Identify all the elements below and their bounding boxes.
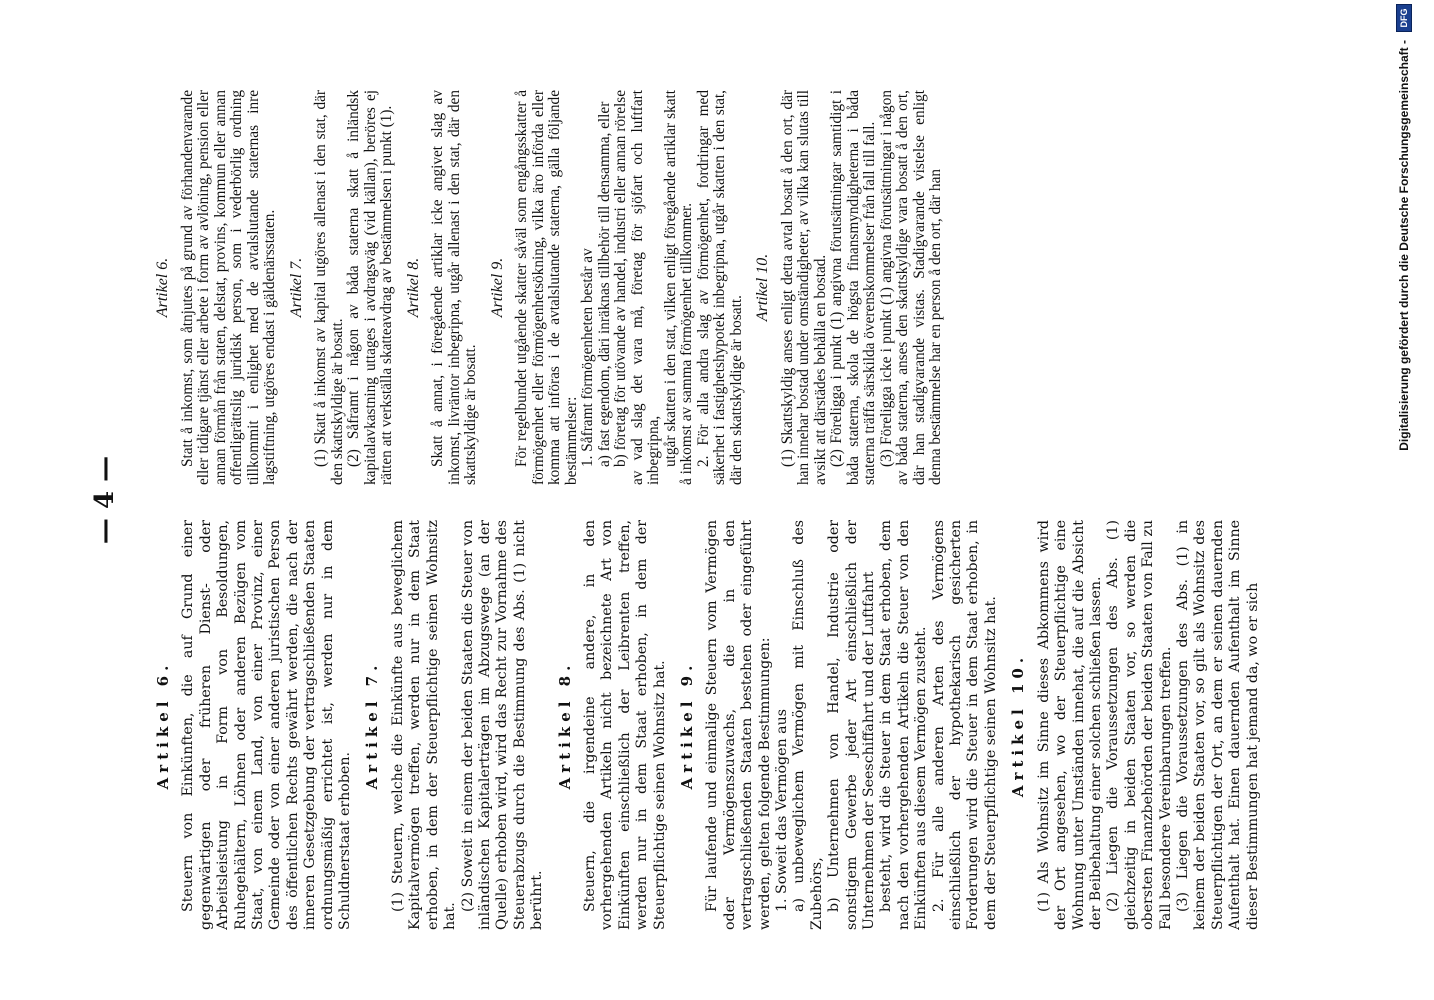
article-paragraph: (3) Föreligga icke i punkt (1) angivna förutsättningar i någon av båda staterna, anses den skattskyldige vara bosatt å den ort, där han stadigvarande vistas. Stadigvarande vistelse enligt denna bestämmelse har en person å den ort, där han — [877, 90, 944, 485]
article-paragraph: Steuern, die irgendeine andere, in den vorhergehenden Artikeln nicht bezeichnete Art von Einkünften einschließlich der Leibrenten treffen, werden nur in dem Staat erhoben, in dem der Steuerpflichtige seinen Wohnsitz hat. — [581, 520, 668, 930]
article-title: Artikel 7. — [287, 257, 305, 318]
german-article-2 — [557, 520, 669, 930]
article-paragraph: Skatt å annat, i föregående artiklar icke angivet slag av inkomst, livräntor inbegripna, utgår allenast i den stat, där den skattskyldige är bosatt. — [429, 90, 479, 485]
swedish-article-4 — [755, 90, 945, 485]
swedish-article-0 — [155, 90, 279, 485]
article-title: Artikel 9. — [677, 660, 696, 790]
article-title: Artikel 6. — [154, 660, 172, 790]
swedish-column — [145, 90, 1305, 485]
article-title: Artikel 8. — [555, 660, 574, 790]
article-paragraph: a) fast egendom, däri inräknas tillbehör till densamma, eller — [595, 101, 613, 467]
swedish-article-1 — [289, 90, 396, 485]
article-paragraph: (1) Steuern, welche die Einkünfte aus beweglichem Kapitalvermögen treffen, werden nur in dem Staat erhoben, in dem der Steuerpflichtige seinen Wohnsitz hat. — [389, 520, 459, 930]
article-paragraph: (2) Såframt i någon av båda staterna skatt å inländsk kapitalavkastning uttages i avdragsväg (vid källan), beröres ej rätten att verkställa skatteavdrag av bestämmelsen i punkt (1). — [345, 90, 395, 485]
article-title: Artikel 9. — [488, 257, 506, 318]
german-article-1 — [364, 520, 546, 930]
article-paragraph: besteht, wird die Steuer in dem Staat erhoben, dem nach den vorhergehenden Artikeln die Steuer von den Einkünften aus diesem Vermögen zusteht. — [878, 520, 930, 930]
article-title: Artikel 10. — [754, 253, 771, 322]
article-paragraph: 1. Såframt förmögenheten består av — [579, 248, 596, 467]
article-paragraph: Statt å inkomst, som åtnjutes på grund av förhandenvarande eller tidigare tjänst eller arbete i form av avlöning, pension eller annan förmån från staten, delstat, provins, kommun eller annan offentligrättslig juridisk person, som i vederbörlig ordning tillkommit i enlighet med de avtalslutande staternas inre lagstiftning, utgöres endast i gäldenärsstaten. — [178, 90, 278, 485]
page-number: — 4 — — [90, 455, 120, 545]
swedish-article-2 — [406, 90, 480, 485]
german-column — [145, 520, 1305, 930]
german-article-4 — [1010, 520, 1262, 930]
article-paragraph: b) Unternehmen von Handel, Industrie oder sonstigem Gewerbe jeder Art einschließlich der Unternehmen der Seeschiffahrt und der Luftfahrt — [826, 520, 878, 930]
article-paragraph: 2. Für alle anderen Arten des Vermögens einschließlich der hypothekarisch gesicherten Forderungen wird die Steuer in dem Staat erhoben, in dem der Steuerpflichtige seinen Wohnsitz hat. — [930, 520, 999, 930]
article-paragraph: a) unbeweglichem Vermögen mit Einschluß des Zubehörs, — [791, 520, 825, 930]
article-paragraph: (1) Skattskyldig anses enligt detta avtal bosatt å den ort, där han innehar bostad under omständigheter, av vilka kan slutas till avsikt att därstädes behålla en bostad. — [778, 90, 829, 485]
article-title: Artikel 6. — [154, 257, 171, 318]
article-paragraph: (3) Liegen die Voraussetzungen des Abs. (1) in keinem der beiden Staaten vor, so gilt als Wohnsitz des Steuerpflichtigen der Ort, an dem er seinen dauernden Aufenthalt hat. Einen dauernden Aufenthalt im Sinne dieser Bestimmungen hat jemand da, wo er sich — [1174, 520, 1261, 930]
article-paragraph: Steuern von Einkünften, die auf Grund einer gegenwärtigen oder früheren Dienst- oder Arbeitsleistung in Form von Besoldungen, Ruhegehältern, Löhnen oder anderen Bezügen vom Staat, von einem Land, von einer Provinz, einer Gemeinde oder von einer anderen juristischen Person des öffentlichen Rechts gewährt werden, die nach der inneren Gesetzgebung der vertragschließenden Staaten ordnungsmäßig errichtet ist, werden nur in dem Schuldnerstaat erhoben. — [180, 520, 354, 930]
article-paragraph: (2) Liegen die Voraussetzungen des Abs. (1) gleichzeitig in beiden Staaten vor, so werden die obersten Finanzbehörden der beiden Staaten von Fall zu Fall besondere Vereinbarungen treffen. — [1105, 520, 1174, 930]
article-title: Artikel 7. — [363, 660, 382, 790]
article-title: Artikel 10. — [1009, 652, 1028, 798]
swedish-article-3 — [490, 90, 746, 485]
article-paragraph: (2) Föreligga i punkt (1) angivna förutsättningar samtidigt i båda staterna, skola de högsta finansmyndigheterna i båda staterna träffa särskilda överenskommelser från fall till fall. — [828, 90, 878, 485]
dfg-logo-icon: DFG — [1396, 4, 1412, 32]
article-title: Artikel 8. — [404, 257, 422, 318]
article-paragraph: 1. Soweit das Vermögen aus — [774, 708, 790, 912]
german-article-3 — [679, 520, 1000, 930]
article-paragraph: (1) Skatt å inkomst av kapital utgöres allenast i den stat, där den skattskyldige är bosatt. — [312, 90, 346, 485]
article-paragraph: För regelbundet utgående skatter såväl som engångsskatter å förmögenhet eller förmögenhetsökning, vilka äro införda eller komma att införas i de avtalslutande staterna, gälla följande bestämmelser: — [513, 90, 580, 485]
article-paragraph: (1) Als Wohnsitz im Sinne dieses Abkommens wird der Ort angesehen, wo der Steuerpflichtige eine Wohnung unter Umständen innehat, die auf die Absicht der Beibehaltung einer solchen schließen lassen. — [1035, 520, 1104, 930]
article-paragraph: utgår skatten i den stat, vilken enligt föregående artiklar skatt å inkomst av samma förmögenhet tillkommer. — [661, 90, 695, 485]
german-article-0 — [155, 520, 354, 930]
dfg-footer — [1390, 0, 1418, 1000]
article-paragraph: Für laufende und einmalige Steuern vom Vermögen oder Vermögenszuwachs, die in den vertragschließenden Staaten bestehen oder eingeführt werden, gelten folgende Bestimmungen: — [704, 520, 773, 930]
dfg-credit-text: Digitalisierung gefördert durch die Deutsche Forschungsgemeinschaft - — [1397, 40, 1411, 451]
article-paragraph: b) företag för utövande av handel, industri eller annan rörelse av vad slag det vara må, företag för sjöfart och luftfart inbegripna, — [612, 90, 662, 485]
article-paragraph: (2) Soweit in einem der beiden Staaten die Steuer von inländischen Kapitalerträgen im Abzugswege (an der Quelle) erhoben wird, wird das Recht zur Vornahme des Steuerabzugs durch die Bestimmung des Abs. (1) nicht berührt. — [459, 520, 546, 930]
article-paragraph: 2. För alla andra slag av förmögenhet, fordringar med säkerhet i fastighetshypotek inbegripna, utgår skatten i den stat, där den skattskyldige är bosatt. — [694, 90, 745, 485]
